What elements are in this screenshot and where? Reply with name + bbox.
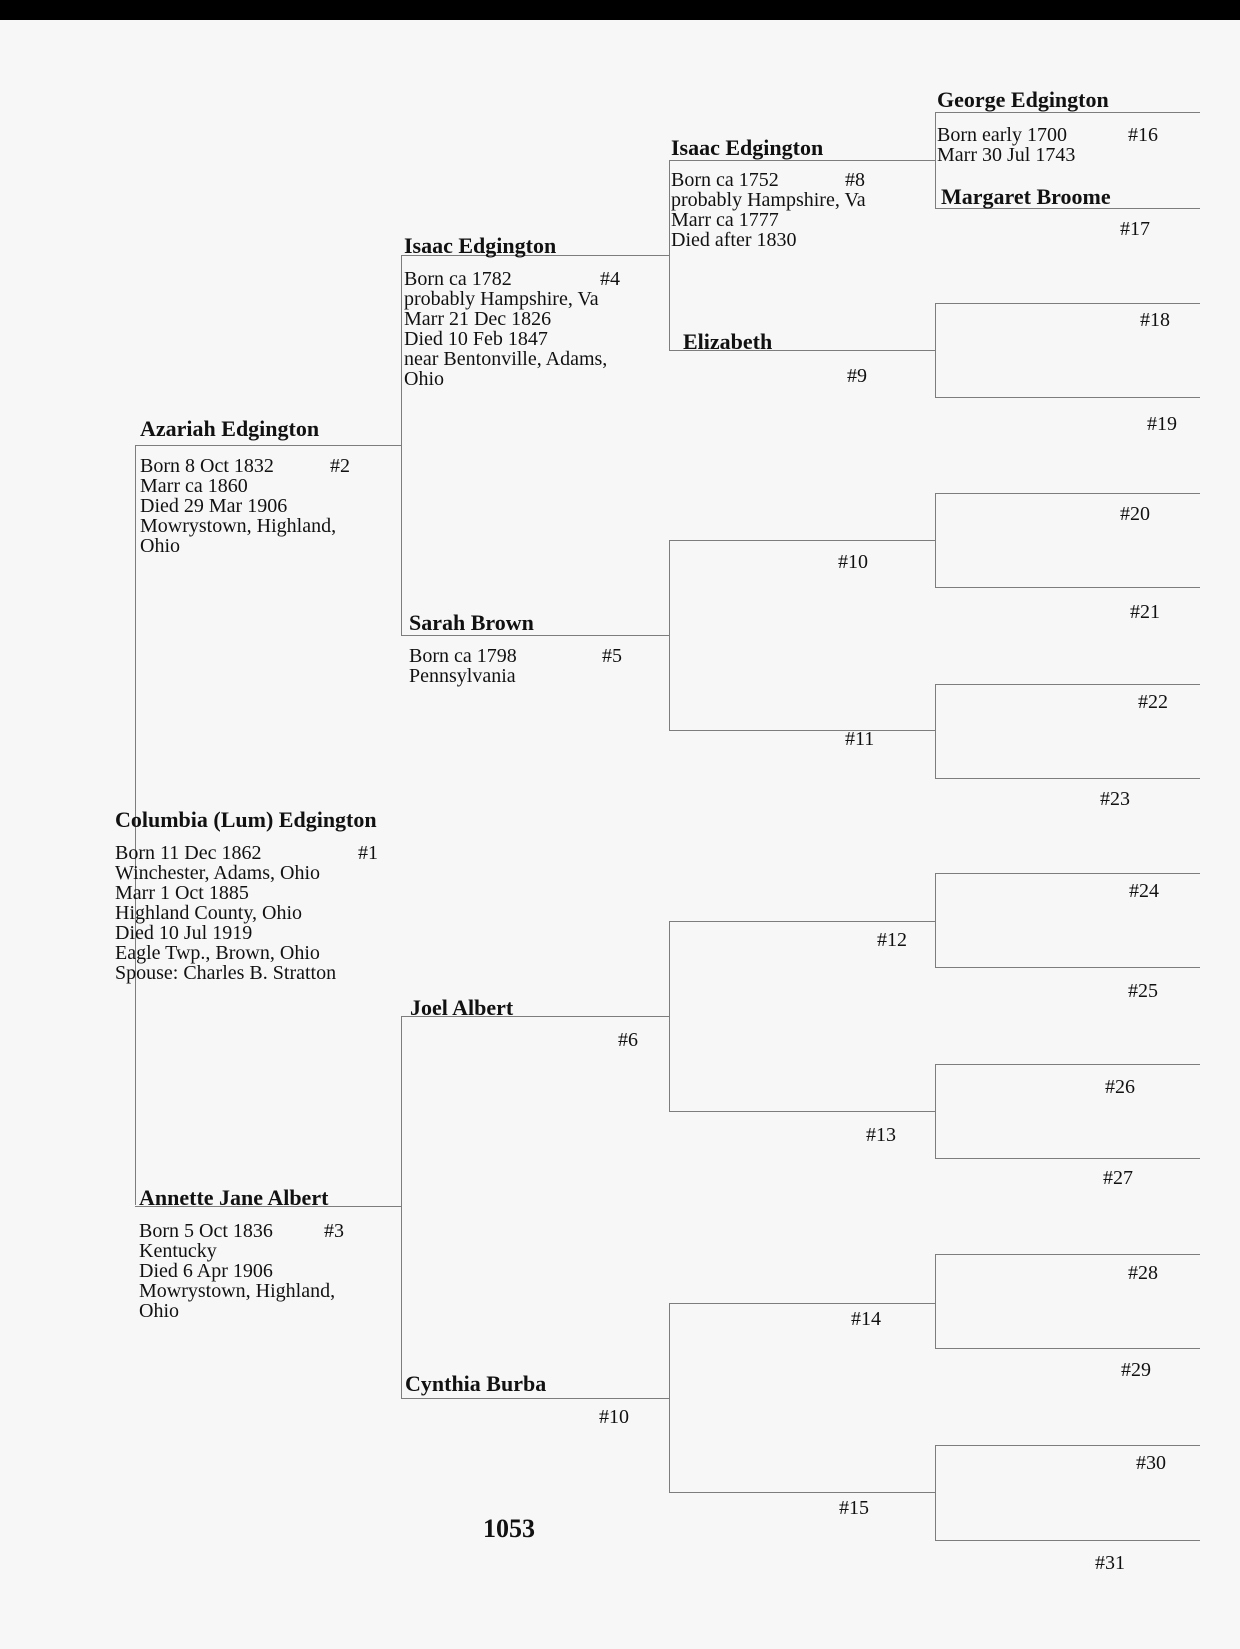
person-5-number: #5 [602,645,622,667]
person-5-born: Born ca 1798 [409,645,517,667]
person-6-name: Joel Albert [410,995,514,1020]
person-7-number: #10 [599,1406,629,1428]
connector-line [935,1445,1200,1446]
person-25-number: #25 [1128,980,1158,1002]
person-2-born: Born 8 Oct 1832 [140,455,274,477]
person-8-name: Isaac Edgington [671,135,824,160]
person-4-details [404,269,607,389]
connector-line [935,112,1200,113]
person-2-died-place-2: Ohio [140,535,180,557]
person-5-born-place: Pennsylvania [409,665,516,687]
person-1-number: #1 [358,842,378,864]
person-2-died-place: Mowrystown, Highland, [140,515,337,537]
person-16-born: Born early 1700 [937,124,1067,146]
person-3-born: Born 5 Oct 1836 [139,1220,273,1242]
connector-line [935,1445,936,1540]
connector-line [935,493,936,588]
person-9-number: #9 [847,365,867,387]
connector-line [935,112,936,208]
person-10-number: #10 [838,551,868,573]
person-1-born-place: Winchester, Adams, Ohio [115,862,321,884]
person-3-born-place: Kentucky [139,1240,217,1262]
connector-line [935,873,936,968]
connector-line [669,1303,670,1493]
person-31-number: #31 [1095,1552,1125,1574]
person-27-number: #27 [1103,1167,1133,1189]
connector-line [935,684,1200,685]
person-8-born: Born ca 1752 [671,169,779,191]
connector-line [935,1254,1200,1255]
person-20-number: #20 [1120,503,1150,525]
person-21-number: #21 [1130,601,1160,623]
connector-line [935,1158,1200,1159]
person-4-name: Isaac Edgington [404,233,557,258]
connector-line [935,1064,1200,1065]
person-16-number: #16 [1128,124,1158,146]
connector-line [669,730,935,731]
connector-line [935,1064,936,1159]
person-8-married: Marr ca 1777 [671,209,779,231]
person-23-number: #23 [1100,788,1130,810]
person-4-number: #4 [600,268,620,290]
person-4-died: Died 10 Feb 1847 [404,328,548,350]
person-4-born-place: probably Hampshire, Va [404,288,599,310]
person-3-died-place: Mowrystown, Highland, [139,1280,336,1302]
connector-line [935,1254,936,1349]
connector-line [935,397,1200,398]
person-24-number: #24 [1129,880,1159,902]
connector-line [401,255,402,636]
person-1-name: Columbia (Lum) Edgington [115,807,377,832]
person-3-number: #3 [324,1220,344,1242]
connector-line [935,587,1200,588]
person-5-name: Sarah Brown [409,610,534,635]
person-5-details [409,646,517,686]
person-7-name: Cynthia Burba [405,1371,547,1396]
connector-line [669,160,935,161]
person-3-name: Annette Jane Albert [139,1185,329,1210]
person-15-number: #15 [839,1497,869,1519]
person-2-married: Marr ca 1860 [140,475,248,497]
connector-line [669,921,935,922]
person-26-number: #26 [1105,1076,1135,1098]
connector-line [401,635,669,636]
person-29-number: #29 [1121,1359,1151,1381]
person-13-number: #13 [866,1124,896,1146]
connector-line [669,1492,935,1493]
connector-line [669,1303,935,1304]
connector-line [669,1111,935,1112]
person-8-details [671,170,866,250]
person-2-details [140,456,336,556]
person-14-number: #14 [851,1308,881,1330]
person-4-married: Marr 21 Dec 1826 [404,308,552,330]
person-3-died: Died 6 Apr 1906 [139,1260,273,1282]
connector-line [935,778,1200,779]
person-1-details [115,843,336,983]
person-1-died: Died 10 Jul 1919 [115,922,253,944]
page-number: 1053 [483,1514,535,1543]
person-17-name: Margaret Broome [941,184,1111,209]
person-8-born-place: probably Hampshire, Va [671,189,866,211]
connector-line [935,493,1200,494]
connector-line [669,540,935,541]
person-2-number: #2 [330,455,350,477]
person-18-number: #18 [1140,309,1170,331]
person-1-spouse: Spouse: Charles B. Stratton [115,962,337,984]
person-12-number: #12 [877,929,907,951]
connector-line [401,1398,669,1399]
person-1-married: Marr 1 Oct 1885 [115,882,249,904]
person-28-number: #28 [1128,1262,1158,1284]
person-2-died: Died 29 Mar 1906 [140,495,288,517]
connector-line [135,445,401,446]
person-16-details [937,125,1075,165]
person-16-name: George Edgington [937,87,1109,112]
connector-line [669,921,670,1112]
person-8-number: #8 [845,169,865,191]
person-17-number: #17 [1120,218,1150,240]
connector-line [935,1348,1200,1349]
person-22-number: #22 [1138,691,1168,713]
connector-line [669,540,670,731]
person-19-number: #19 [1147,413,1177,435]
connector-line [935,1540,1200,1541]
connector-line [935,303,1200,304]
person-1-born: Born 11 Dec 1862 [115,842,262,864]
person-11-number: #11 [845,728,875,750]
person-4-died-place: near Bentonville, Adams, [404,348,608,370]
connector-line [935,873,1200,874]
person-8-died: Died after 1830 [671,229,797,251]
connector-line [401,1016,402,1399]
person-6-number: #6 [618,1029,638,1051]
person-9-name: Elizabeth [683,329,773,354]
person-16-married: Marr 30 Jul 1743 [937,144,1076,166]
connector-line [935,684,936,779]
connector-line [935,967,1200,968]
connector-line [935,303,936,398]
connector-line [669,160,670,351]
person-3-died-place-2: Ohio [139,1300,179,1322]
person-4-born: Born ca 1782 [404,268,512,290]
person-3-details [139,1221,335,1321]
person-1-died-place: Eagle Twp., Brown, Ohio [115,942,320,964]
person-2-name: Azariah Edgington [140,416,320,441]
person-1-married-place: Highland County, Ohio [115,902,303,924]
person-30-number: #30 [1136,1452,1166,1474]
person-4-died-place-2: Ohio [404,368,444,390]
